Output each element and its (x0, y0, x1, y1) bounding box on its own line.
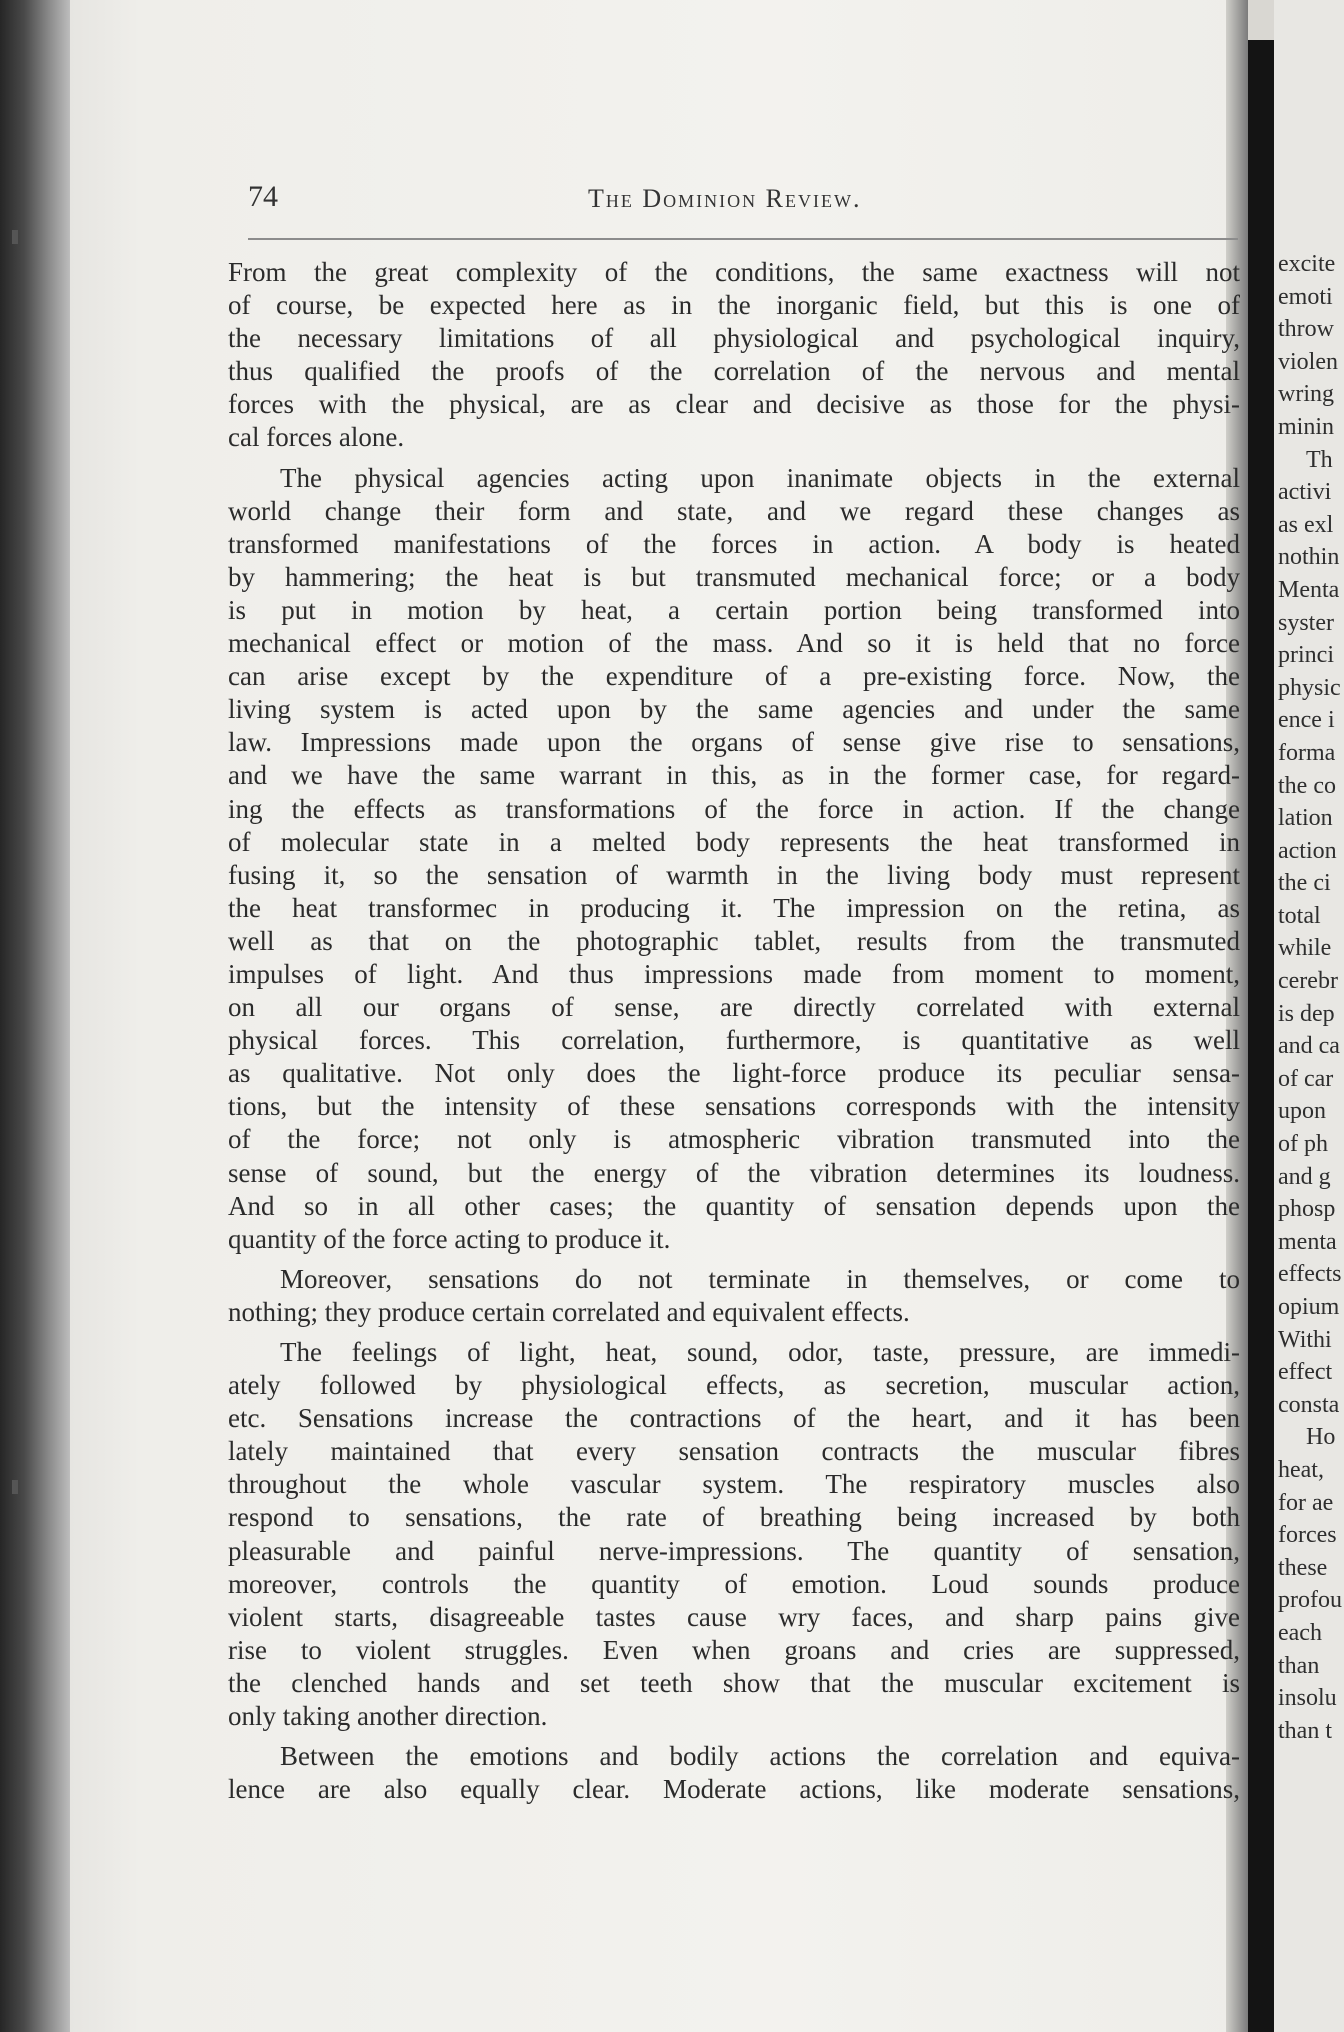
facing-page-line: minin (1278, 413, 1335, 440)
facing-page-line: upon (1278, 1098, 1326, 1125)
facing-page-line: and ca (1278, 1033, 1340, 1060)
text-line: throughout the whole vascular system. The respiratory muscles also (228, 1469, 1240, 1500)
article-body (228, 256, 1240, 1806)
text-line: well as that on the photographic tablet, results from the transmuted (228, 925, 1240, 956)
text-line: law. Impressions made upon the organs of sense give rise to sensations, (228, 727, 1240, 758)
text-line: nothing; they produce certain correlated and equivalent effects. (228, 1296, 910, 1327)
text-line: quantity of the force acting to produce it. (228, 1223, 671, 1254)
text-line: mechanical effect or motion of the mass. And so it is held that no force (228, 628, 1240, 659)
facing-page-line: syster (1278, 609, 1334, 636)
text-line: the clenched hands and set teeth show that the muscular excitement is (228, 1667, 1240, 1698)
facing-page-line: each (1278, 1619, 1322, 1646)
text-line: And so in all other cases; the quantity of sensation depends upon the (228, 1190, 1240, 1221)
text-line: sense of sound, but the energy of the vibration determines its loudness. (228, 1157, 1240, 1188)
facing-page-line: effects (1278, 1261, 1342, 1288)
facing-page-line: total (1278, 902, 1321, 929)
facing-page-line: of ph (1278, 1131, 1328, 1158)
text-line: can arise except by the expenditure of a pre-existing force. Now, the (228, 661, 1240, 692)
facing-page-line: menta (1278, 1228, 1337, 1255)
facing-page-line: phosp (1278, 1196, 1336, 1223)
text-line: as qualitative. Not only does the light-force produce its peculiar sensa- (228, 1058, 1240, 1089)
facing-page-text (1278, 248, 1344, 1747)
facing-page-line: is dep (1278, 1000, 1335, 1027)
facing-page-line: Th (1306, 446, 1333, 473)
facing-page-line: of car (1278, 1065, 1334, 1092)
facing-page-line: wring (1278, 381, 1334, 408)
text-line: The feelings of light, heat, sound, odor, taste, pressure, are immedi- (280, 1337, 1240, 1367)
facing-page-line: consta (1278, 1391, 1340, 1418)
text-line: the heat transformec in producing it. The impression on the retina, as (228, 892, 1240, 923)
facing-page-line: forces (1278, 1522, 1337, 1549)
facing-page-line: Ho (1306, 1424, 1336, 1451)
facing-page-line: than t (1278, 1717, 1332, 1744)
book-binding-shadow (0, 0, 70, 2032)
text-line: thus qualified the proofs of the correlation of the nervous and mental (228, 356, 1240, 387)
facing-page-line: lation (1278, 805, 1333, 832)
text-line: is put in motion by heat, a certain portion being transformed into (228, 594, 1240, 625)
facing-page-line: nothin (1278, 544, 1340, 571)
text-line: respond to sensations, the rate of breathing being increased by both (228, 1502, 1240, 1533)
text-line: fusing it, so the sensation of warmth in the living body must represent (228, 859, 1240, 890)
gutter-shadow (1248, 40, 1274, 2032)
paragraph (228, 1740, 1240, 1806)
text-line: by hammering; the heat is but transmuted mechanical force; or a body (228, 561, 1240, 592)
text-line: moreover, controls the quantity of emotion. Loud sounds produce (228, 1568, 1240, 1599)
facing-page-line: princi (1278, 642, 1334, 669)
facing-page-line: these (1278, 1554, 1328, 1581)
text-line: etc. Sensations increase the contractions of the heart, and it has been (228, 1403, 1240, 1434)
facing-page-line: physic (1278, 674, 1341, 701)
text-line: physical forces. This correlation, furthermore, is quantitative as well (228, 1025, 1240, 1056)
paragraph-gap (228, 1329, 1240, 1336)
text-line: living system is acted upon by the same agencies and under the same (228, 694, 1240, 725)
paragraph-gap (228, 455, 1240, 462)
text-line: forces with the physical, are as clear and decisive as those for the physi- (228, 389, 1240, 420)
text-line: Between the emotions and bodily actions the correlation and equiva- (280, 1741, 1240, 1772)
text-line: Moreover, sensations do not terminate in themselves, or come to (280, 1263, 1240, 1294)
text-line: lence are also equally clear. Moderate actions, like moderate sensations, (228, 1774, 1240, 1805)
text-line: world change their form and state, and we regard these changes as (228, 495, 1240, 526)
facing-page-line: while (1278, 935, 1332, 962)
text-line: lately maintained that every sensation contracts the muscular fibres (228, 1436, 1240, 1467)
text-line: ing the effects as transformations of the force in action. If the change (228, 793, 1240, 824)
facing-page-line: throw (1278, 316, 1334, 343)
text-line: only taking another direction. (228, 1701, 548, 1732)
facing-page-line: ence i (1278, 707, 1335, 734)
facing-page-line: and g (1278, 1163, 1331, 1190)
facing-page-line: than (1278, 1652, 1320, 1679)
facing-page-fragment (1274, 0, 1344, 2032)
facing-page-line: for ae (1278, 1489, 1334, 1516)
facing-page-line: the co (1278, 772, 1336, 799)
text-line: From the great complexity of the conditions, the same exactness will not (228, 257, 1240, 287)
facing-page-line: activi (1278, 479, 1332, 506)
text-line: the necessary limitations of all physiological and psychological inquiry, (228, 323, 1240, 354)
running-title: The Dominion Review. (588, 184, 862, 213)
facing-page-line: violen (1278, 348, 1338, 375)
facing-page-line: opium (1278, 1294, 1340, 1320)
facing-page-line: excite (1278, 251, 1336, 277)
facing-page-line: action (1278, 837, 1337, 864)
header-rule (248, 238, 1238, 240)
paragraph (228, 462, 1240, 1256)
facing-page-line: effect (1278, 1359, 1333, 1386)
text-line: on all our organs of sense, are directly correlated with external (228, 992, 1240, 1023)
page-number: 74 (248, 180, 278, 213)
facing-page-line: emoti (1278, 283, 1333, 310)
facing-page-line: insolu (1278, 1685, 1337, 1712)
text-line: of the force; not only is atmospheric vibration transmuted into the (228, 1124, 1240, 1155)
text-line: transformed manifestations of the forces in action. A body is heated (228, 528, 1240, 559)
text-line: pleasurable and painful nerve-impressions. The quantity of sensation, (228, 1535, 1240, 1566)
facing-page-line: Menta (1278, 576, 1340, 603)
facing-page-line: forma (1278, 739, 1336, 766)
paragraph-gap (228, 1256, 1240, 1263)
facing-page-line: heat, (1278, 1456, 1324, 1483)
text-line: impulses of light. And thus impressions made from moment to moment, (228, 958, 1240, 989)
text-line: and we have the same warrant in this, as in the former case, for regard- (228, 760, 1240, 791)
text-line: cal forces alone. (228, 422, 405, 453)
text-line: violent starts, disagreeable tastes cause wry faces, and sharp pains give (228, 1601, 1240, 1632)
page-header (248, 180, 1238, 220)
facing-page-line: cerebr (1278, 968, 1338, 995)
paragraph (228, 1336, 1240, 1733)
text-line: of course, be expected here as in the inorganic field, but this is one of (228, 290, 1240, 321)
text-line: rise to violent struggles. Even when groans and cries are suppressed, (228, 1634, 1240, 1665)
text-line: of molecular state in a melted body represents the heat transformed in (228, 826, 1240, 857)
text-line: ately followed by physiological effects, as secretion, muscular action, (228, 1370, 1240, 1401)
paragraph-gap (228, 1733, 1240, 1740)
paragraph (228, 1263, 1240, 1329)
text-line: tions, but the intensity of these sensations corresponds with the intensity (228, 1091, 1240, 1122)
paragraph (228, 256, 1240, 455)
binding-mark (12, 230, 18, 244)
text-line: The physical agencies acting upon inanimate objects in the external (280, 462, 1240, 493)
facing-page-line: as exl (1278, 511, 1334, 538)
facing-page-line: profou (1278, 1587, 1342, 1614)
facing-page-line: Withi (1278, 1326, 1332, 1353)
binding-mark (12, 1480, 18, 1494)
facing-page-line: the ci (1278, 870, 1331, 897)
